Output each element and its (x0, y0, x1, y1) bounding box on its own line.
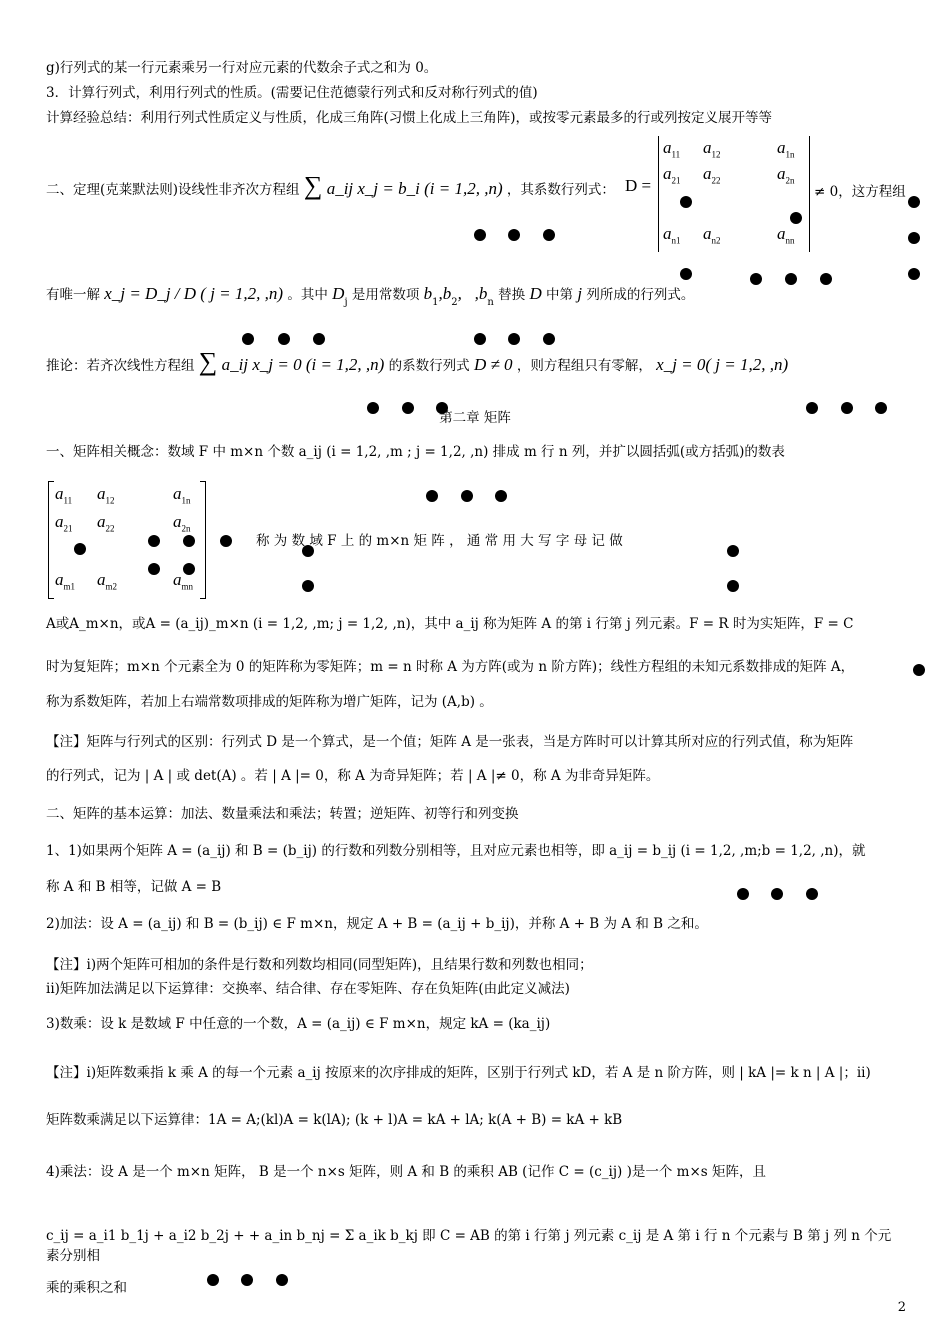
equation-system: a_ij x_j = b_i (i = 1,2, ,n) (326, 179, 503, 198)
note-addition-condition: 【注】i)两个矩阵可相加的条件是行数和列数均相同(同型矩阵)，且结果行数和列数也相同； (46, 957, 593, 973)
ellipsis-dot (543, 333, 555, 345)
unique-solution-line: 有唯一解 x_j = D_j / D ( j = 1,2, ,n) 。其中 $D_j$ 是用常数项 $b_1,b_2$, $,b_n$ 替换 D 中第 j 列所成的行列式。 (46, 284, 695, 308)
ellipsis-dot (220, 535, 232, 547)
page-number: 2 (897, 1300, 906, 1315)
ellipsis-dot (737, 888, 749, 900)
ellipsis-dot (426, 490, 438, 502)
ellipsis-dot (207, 1274, 219, 1286)
product-element-cont: 乘的乘积之和 (46, 1280, 127, 1296)
ellipsis-dot (148, 535, 160, 547)
ellipsis-dot (908, 232, 920, 244)
cramer-intro: 二、定理(克莱默法则)设线性非齐次方程组 (46, 182, 300, 198)
ellipsis-dot (242, 333, 254, 345)
ellipsis-dot (74, 543, 86, 555)
addition-line: 2)加法：设 A = (a_ij) 和 B = (b_ij) ∈ F m×n，规定 A + B = (a_ij + b_ij)，并称 A + B 为 A 和 B 之和。 (46, 916, 708, 932)
ellipsis-dot (183, 535, 195, 547)
ellipsis-dot (241, 1274, 253, 1286)
note-scalar-line: 【注】i)矩阵数乘指 k 乘 A 的每一个元素 a_ij 按原来的次序排成的矩阵，区别于行列式 kD，若 A 是 n 阶方阵，则 | kA |= k n | A |；ii) (46, 1065, 871, 1081)
ellipsis-dot (148, 563, 160, 575)
sigma-symbol: ∑ (303, 171, 323, 200)
ellipsis-dot (806, 888, 818, 900)
det-nonzero-text: ≠ 0，这方程组 (814, 184, 906, 200)
product-element-line: c_ij = a_i1 b_1j + a_i2 b_2j + + a_in b_nj = Σ a_ik b_kj 即 C = AB 的第 i 行第 j 列元素 c_ij 是 A 第 i 行 n 个元素与 B 第 j 列 n 个元素分别相 (46, 1228, 892, 1264)
ellipsis-dot (474, 229, 486, 241)
ellipsis-dot (543, 229, 555, 241)
ellipsis-dot (790, 212, 802, 224)
ellipsis-dot (908, 196, 920, 208)
ellipsis-dot (508, 333, 520, 345)
chapter-heading: 第二章 矩阵 (439, 410, 511, 426)
scalar-mult-line: 3)数乘：设 k 是数域 F 中任意的一个数，A = (a_ij) ∈ F m×n，规定 kA = (ka_ij) (46, 1016, 551, 1032)
matrix-equality-cont: 称 A 和 B 相等，记做 A = B (46, 879, 222, 895)
ellipsis-dot (313, 333, 325, 345)
addition-laws-line: ii)矩阵加法满足以下运算律：交换率、结合律、存在零矩阵、存在负矩阵(由此定义减法) (46, 981, 570, 997)
matrix-types-line: 时为复矩阵；m×n 个元素全为 0 的矩阵称为零矩阵；m = n 时称 A 为方阵(或为 n 阶方阵)；线性方程组的未知元系数排成的矩阵 A， (46, 659, 855, 675)
corollary-line: 推论：若齐次线性方程组 ∑ a_ij x_j = 0 (i = 1,2, ,n) 的系数行列式 D ≠ 0 ，则方程组只有零解， x_j = 0( j = 1,2, ,n) (46, 347, 789, 376)
sigma-symbol: ∑ (198, 347, 218, 376)
ellipsis-dot (302, 580, 314, 592)
determinant-D: $a_{11}$ $a_{12}$ $a_{1n}$ $a_{21}$ $a_{22}$ $a_{2n}$ $a_{n1}$ $a_{n2}$ $a_{nn}$ (658, 136, 810, 252)
text-line-experience: 计算经验总结：利用行列式性质定义与性质，化成三角阵(习惯上化成上三角阵)，或按零元素最多的行或列按定义展开等等 (46, 110, 773, 126)
coefficient-det-label: ，其系数行列式： (506, 182, 615, 198)
det-D-label: D = (625, 176, 652, 195)
matrix-equality-line: 1、1)如果两个矩阵 A = (a_ij) 和 B = (b_ij) 的行数和列数分别相等，且对应元素也相等，即 a_ij = b_ij (i = 1,2, ,m;b = 1,2, ,n)，就 (46, 843, 866, 859)
matrix-display: $a_{11}$ $a_{12}$ $a_{1n}$ $a_{21}$ $a_{22}$ $a_{2n}$ $a_{m1}$ $a_{m2}$ $a_{mn}$ (48, 482, 206, 598)
matrix-called-line: 称 为 数 域 F 上 的 m×n 矩 阵 ， 通 常 用 大 写 字 母 记 做 (256, 533, 623, 549)
ellipsis-dot (785, 273, 797, 285)
augmented-matrix-line: 称为系数矩阵，若加上右端常数项排成的矩阵称为增广矩阵，记为 (A,b) 。 (46, 694, 493, 710)
ellipsis-dot (913, 664, 925, 676)
basic-operations-heading: 二、矩阵的基本运算：加法、数量乘法和乘法；转置；逆矩阵、初等行和列变换 (46, 806, 519, 822)
ellipsis-dot (771, 888, 783, 900)
ellipsis-dot (183, 563, 195, 575)
ellipsis-dot (750, 273, 762, 285)
multiplication-line: 4)乘法：设 A 是一个 m×n 矩阵， B 是一个 n×s 矩阵，则 A 和 B 的乘积 AB (记作 C = (c_ij) )是一个 m×s 矩阵，且 (46, 1164, 766, 1180)
ellipsis-dot (276, 1274, 288, 1286)
cramer-formula: x_j = D_j / D ( j = 1,2, ,n) (104, 284, 284, 303)
ellipsis-dot (727, 580, 739, 592)
ellipsis-dot (461, 490, 473, 502)
scalar-laws-line: 矩阵数乘满足以下运算律：1A = A;(kl)A = k(lA); (k + l)A = kA + lA; k(A + B) = kA + kB (46, 1112, 623, 1128)
note-determinant-line: 的行列式，记为 | A | 或 det(A) 。若 | A |= 0，称 A 为奇异矩阵；若 | A |≠ 0，称 A 为非奇异矩阵。 (46, 768, 660, 784)
ellipsis-dot (908, 268, 920, 280)
text-line-3: 3．计算行列式，利用行列式的性质。(需要记住范德蒙行列式和反对称行列式的值) (46, 85, 538, 101)
matrix-notation-line: A或A_m×n，或A = (a_ij)_m×n (i = 1,2, ,m; j = 1,2, ,n)，其中 a_ij 称为矩阵 A 的第 i 行第 j 列元素。F = R 时为实矩阵，F = C (46, 616, 854, 632)
ellipsis-dot (278, 333, 290, 345)
ellipsis-dot (495, 490, 507, 502)
ellipsis-dot (680, 196, 692, 208)
text-line-g: g)行列式的某一行元素乘另一行对应元素的代数余子式之和为 0。 (46, 60, 438, 76)
note-difference-line: 【注】矩阵与行列式的区别：行列式 D 是一个算式，是一个值；矩阵 A 是一张表，当是方阵时可以计算其所对应的行列式值，称为矩阵 (46, 734, 854, 750)
cramer-theorem-line (46, 171, 615, 200)
ellipsis-dot (680, 268, 692, 280)
matrix-concept-line: 一、矩阵相关概念：数域 F 中 m×n 个数 a_ij (i = 1,2, ,m ; j = 1,2, ,n) 排成 m 行 n 列，并扩以圆括弧(或方括弧)的数表 (46, 444, 785, 460)
ellipsis-dot (820, 273, 832, 285)
ellipsis-dot (474, 333, 486, 345)
ellipsis-dot (508, 229, 520, 241)
